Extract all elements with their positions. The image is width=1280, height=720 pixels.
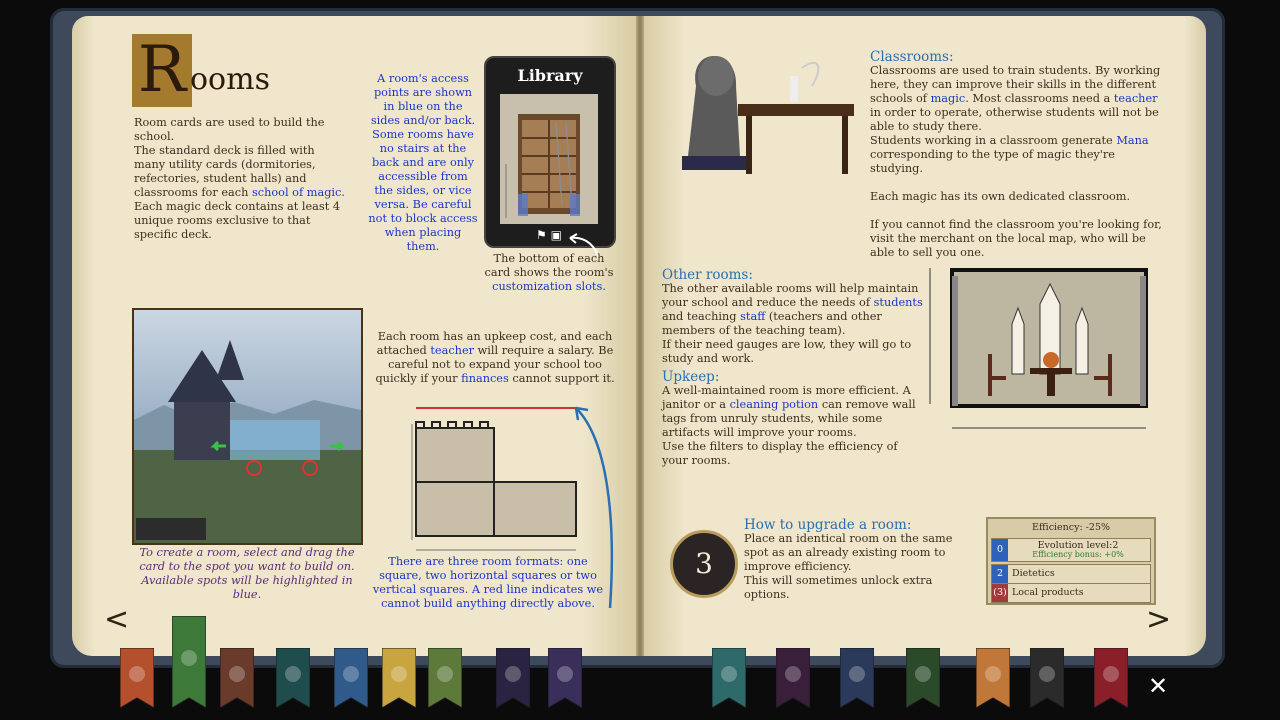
upkeep-t3: cannot support it. — [512, 372, 615, 385]
next-page-button[interactable]: > — [1146, 602, 1172, 637]
step-number-badge: 3 — [670, 530, 738, 598]
staff-link[interactable]: staff — [740, 310, 766, 323]
access-note: A room's access points are shown in blue on the sides and/or back. Some rooms have no stairs at the back and are only accessible from the sides, or vice versa. Be careful not to block access when placing them. — [368, 72, 478, 253]
classrooms-t1: Classrooms are used to train students. By working here, they can improve their skills in the different schools of — [870, 64, 1161, 105]
red-wizard-tab-icon[interactable] — [712, 648, 746, 708]
rune-tab-icon[interactable] — [220, 648, 254, 708]
evolution-row — [991, 538, 1151, 562]
teacher-link-right[interactable]: teacher — [1113, 92, 1158, 105]
cleaning-potion-link[interactable]: cleaning potion — [729, 398, 819, 411]
upkeep-heading: Upkeep: — [662, 369, 720, 385]
classrooms-t5: corresponding to the type of magic they're studying. — [870, 148, 1115, 175]
scroll-tab-icon[interactable] — [120, 648, 154, 708]
school-of-magic-link[interactable]: school of magic. — [251, 186, 345, 199]
magic-link[interactable]: magic — [930, 92, 966, 105]
library-card — [484, 56, 616, 248]
screenshot-caption: To create a room, select and drag the card to the spot you want to build on. Available spots will be highlighted in blue. — [139, 546, 355, 601]
book-spine — [636, 16, 644, 656]
customization-slots-link[interactable]: customization slots. — [492, 280, 606, 293]
efficiency-bonus: Efficiency bonus: +0% — [1032, 550, 1124, 559]
build-screenshot — [132, 308, 363, 545]
dietetics-label: Dietetics — [1012, 568, 1055, 579]
upkeep-right-t3: Use the filters to display the efficiency of your rooms. — [662, 440, 898, 467]
upkeep-right-t1: A well-maintained room is more efficient. A janitor or a — [662, 384, 911, 411]
student-at-desk-illustration — [668, 46, 858, 182]
upkeep-section — [662, 370, 924, 468]
close-icon[interactable]: ✕ — [1148, 672, 1169, 700]
prev-page-button[interactable]: < — [104, 602, 130, 637]
room-cross-section-diagram — [926, 264, 1156, 440]
wizard-tab-icon[interactable] — [334, 648, 368, 708]
upkeep-right-t2: can remove wall tags from unruly students, while some artifacts will improve your rooms. — [662, 398, 916, 439]
local-products-count: (3) — [992, 584, 1008, 602]
intro-text — [134, 116, 349, 242]
evolution-label: Evolution level:2 — [1037, 540, 1119, 551]
evolution-count: 0 — [992, 539, 1008, 561]
card-bottom-text: The bottom of each card shows the room's — [484, 252, 614, 279]
card-slot-icons: ⚑ ▣ — [536, 228, 562, 242]
classrooms-section — [870, 50, 1166, 260]
intro-p2: The standard deck is filled with many utility cards (dormitories, refectories, student halls) and classrooms for each — [134, 144, 316, 199]
other-t2: and teaching — [662, 310, 737, 323]
other-t3: (teachers and other members of the teaching team). — [662, 310, 882, 337]
shield-tab-icon[interactable] — [428, 648, 462, 708]
cauldron-tab-icon[interactable] — [496, 648, 530, 708]
upgrade-t2: This will sometimes unlock extra options. — [744, 574, 933, 601]
classrooms-t2: . Most classrooms need a — [965, 92, 1111, 105]
card-bottom-note — [480, 252, 618, 294]
dietetics-row[interactable] — [991, 564, 1151, 584]
other-rooms-heading: Other rooms: — [662, 267, 753, 283]
classrooms-p2: Each magic has its own dedicated classroom. — [870, 190, 1131, 203]
efficiency-panel — [986, 517, 1156, 605]
local-products-row[interactable] — [991, 583, 1151, 603]
tower-tab-icon[interactable] — [1030, 648, 1064, 708]
other-t4: If their need gauges are low, they will go to study and work. — [662, 338, 912, 365]
upkeep-t2: will require a salary. Be careful not to expand your school too quickly if your — [375, 344, 614, 385]
gargoyle-tab-icon[interactable] — [906, 648, 940, 708]
card-title: Library — [517, 66, 583, 85]
coins-tab-icon[interactable] — [276, 648, 310, 708]
upkeep-t1: Each room has an upkeep cost, and each attached — [376, 330, 613, 357]
mana-link[interactable]: Mana — [1116, 134, 1149, 147]
classrooms-t4: Students working in a classroom generate — [870, 134, 1113, 147]
upgrade-t1: Place an identical room on the same spot as an already existing room to improve efficiency. — [744, 532, 953, 573]
page-title: ooms — [190, 62, 270, 97]
potion-tab-icon[interactable] — [548, 648, 582, 708]
formats-caption: There are three room formats: one square, two horizontal squares or two vertical squares. A red line indicates we cannot build anything directly above. — [372, 555, 604, 610]
other-rooms-section — [662, 268, 924, 366]
hand-tab-icon[interactable] — [172, 616, 206, 708]
teacher-link[interactable]: teacher — [430, 344, 475, 357]
creature-tab-icon[interactable] — [976, 648, 1010, 708]
finances-link[interactable]: finances — [461, 372, 509, 385]
students-link[interactable]: students — [873, 296, 923, 309]
local-products-label: Local products — [1012, 587, 1084, 598]
upgrade-heading: How to upgrade a room: — [744, 517, 912, 533]
skull-tab-icon[interactable] — [840, 648, 874, 708]
magnify-tab-icon[interactable] — [382, 648, 416, 708]
efficiency-label: Efficiency: -25% — [1031, 522, 1111, 533]
upgrade-section — [744, 518, 976, 602]
classrooms-heading: Classrooms: — [870, 49, 954, 65]
rooms-logo-letter: R — [132, 34, 192, 107]
classrooms-t3: in order to operate, otherwise students will not be able to study there. — [870, 106, 1159, 133]
stars-tab-icon[interactable] — [776, 648, 810, 708]
upkeep-note — [372, 330, 618, 386]
mouse-tab-icon[interactable] — [1094, 648, 1128, 708]
intro-p1: Room cards are used to build the school. — [134, 116, 325, 143]
intro-p3: Each magic deck contains at least 4 unique rooms exclusive to that specific deck. — [134, 200, 341, 241]
dietetics-count: 2 — [992, 565, 1008, 583]
classrooms-p3: If you cannot find the classroom you're looking for, visit the merchant on the local map, who will be able to sell you one. — [870, 218, 1162, 259]
library-art — [500, 94, 598, 224]
other-t1: The other available rooms will help maintain your school and reduce the needs of — [662, 282, 919, 309]
